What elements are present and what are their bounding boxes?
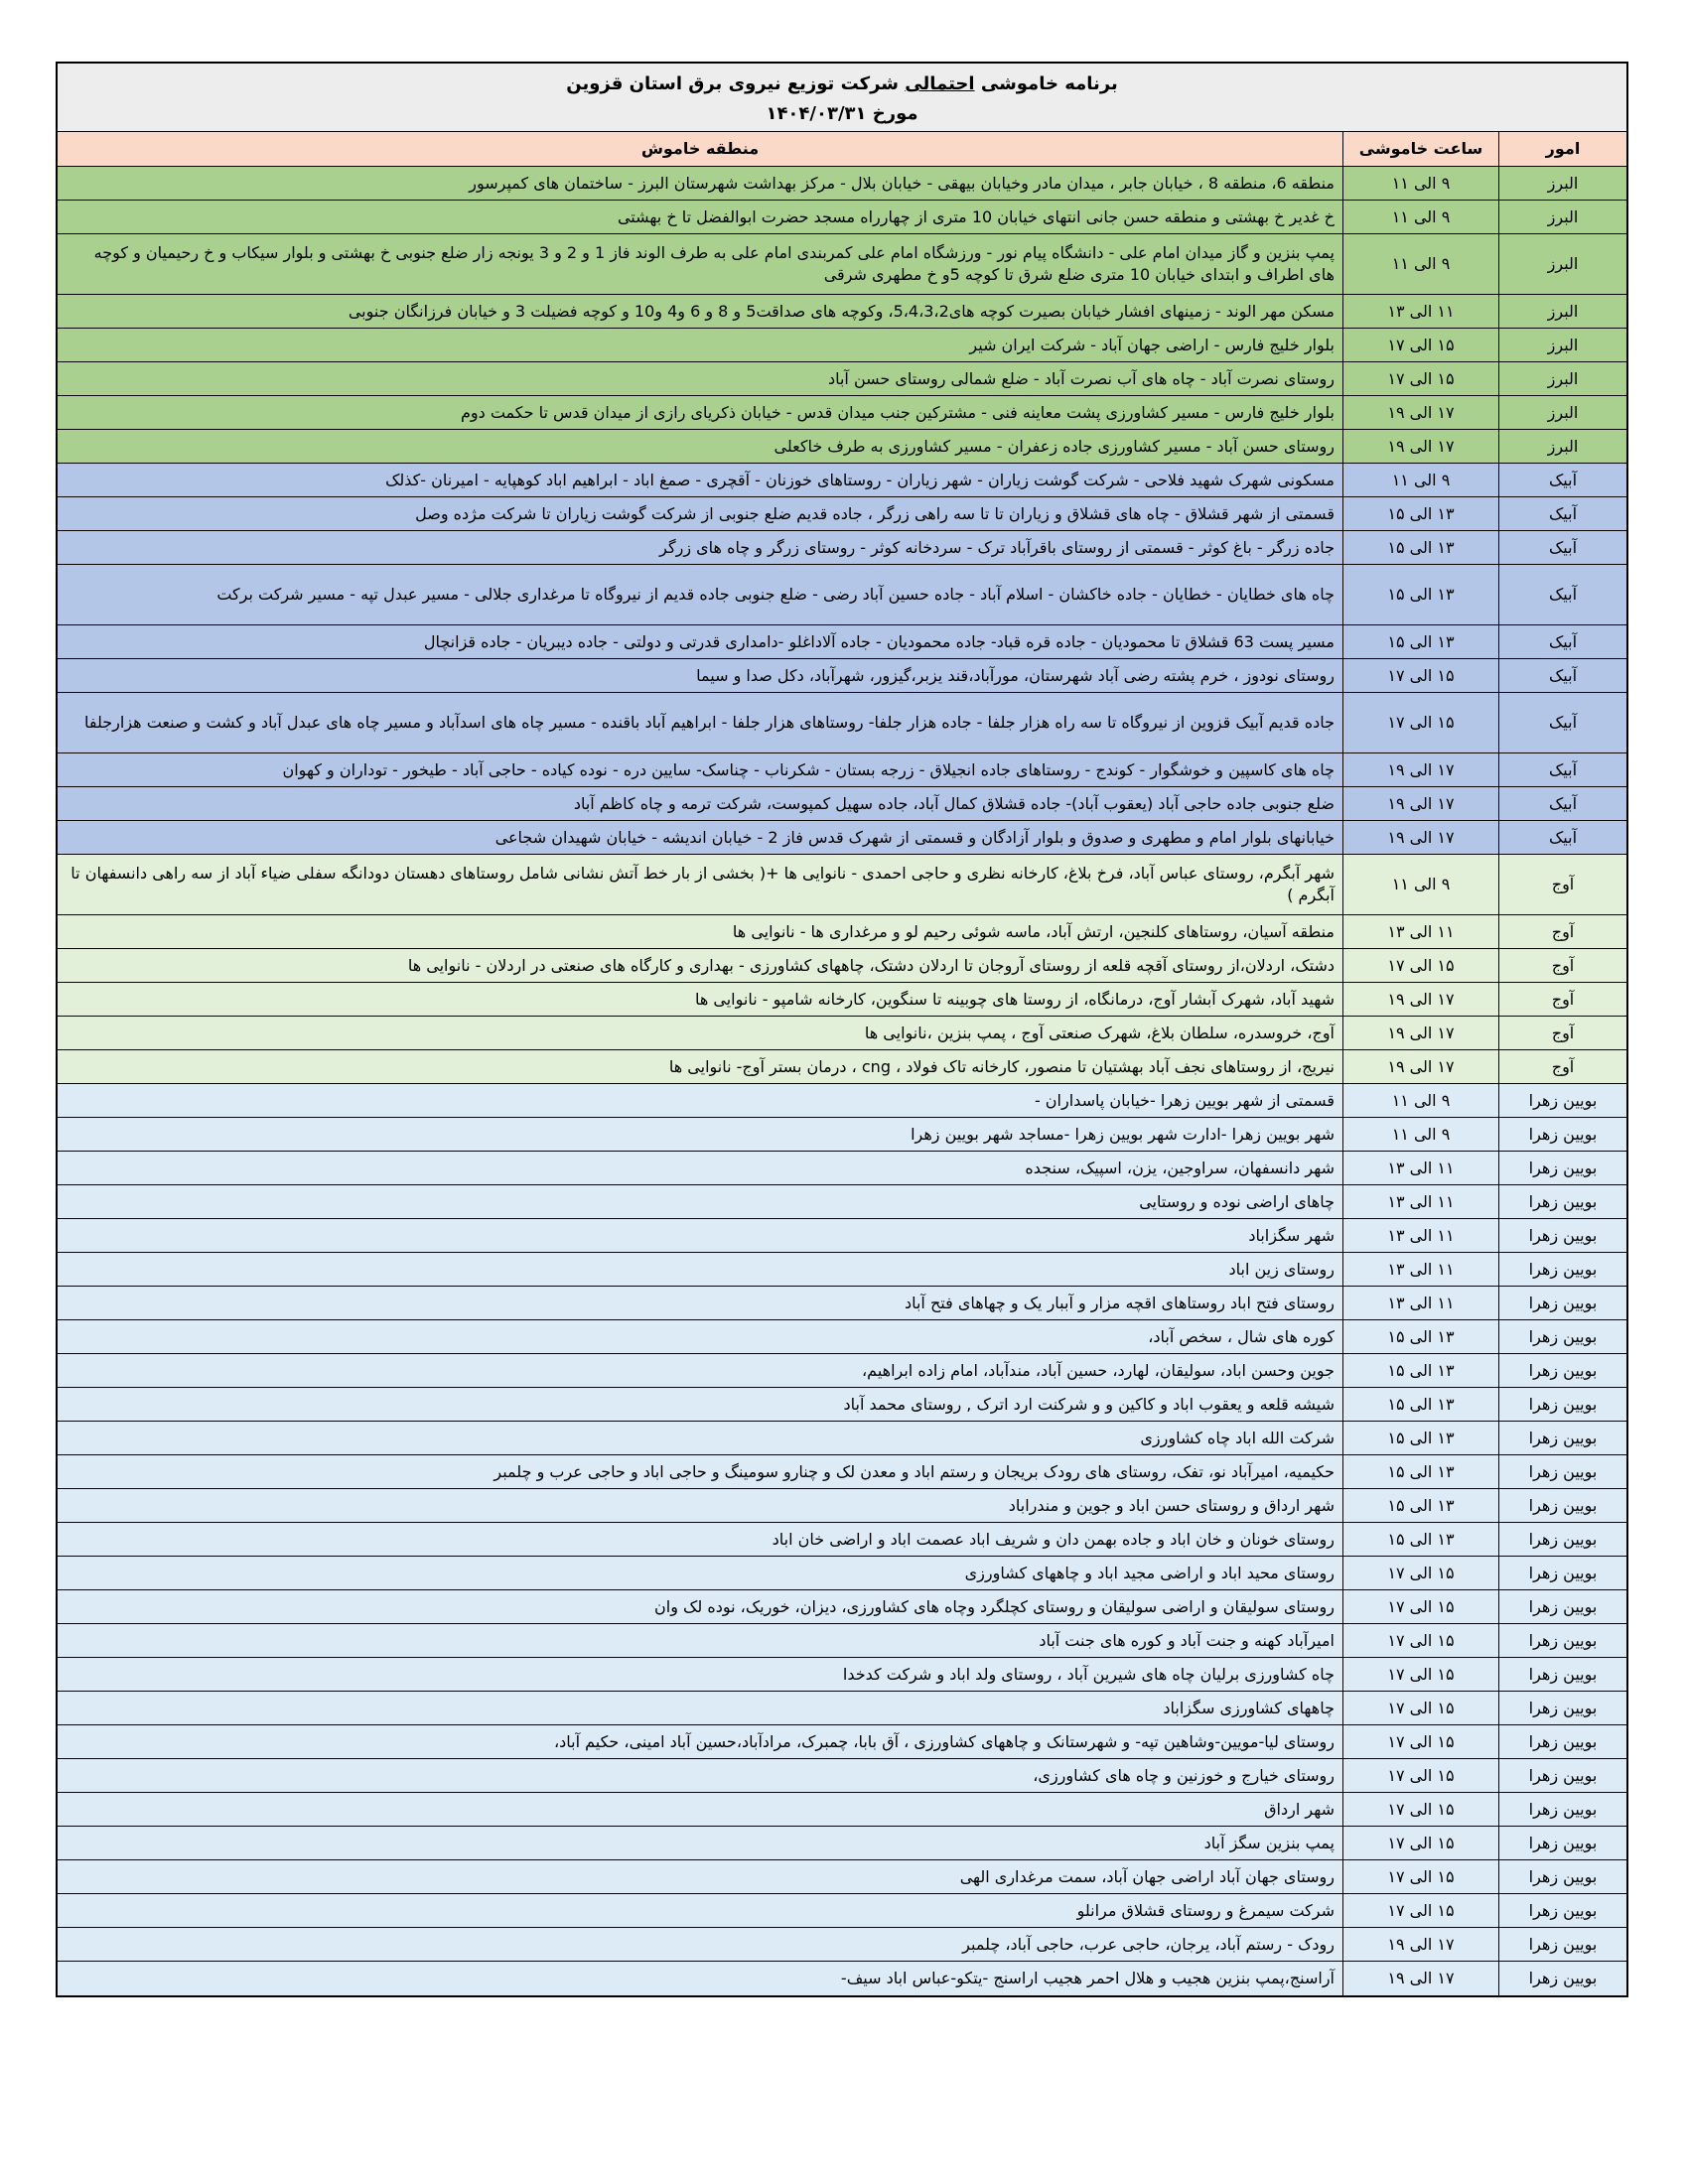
row-time-cell: ۱۷ الی ۱۹ [1343,787,1499,821]
row-time-cell: ۱۳ الی ۱۵ [1343,1320,1499,1354]
table-row [58,1658,1626,1692]
row-area-cell: خ غدیر خ بهشتی و منطقه حسن جانی انتهای خیابان 10 متری از چهارراه مسجد حضرت ابوالفضل تا خ بهشتی [58,201,1343,234]
row-area-cell: جوین وحسن اباد، سولیقان، لهارد، حسین آباد، مندآباد، امام زاده ابراهیم، [58,1354,1343,1388]
row-org-cell: آوج [1499,1017,1627,1050]
blackout-schedule-sheet [56,62,1628,1997]
row-area-cell: منطقه 6، منطقه 8 ، خیابان جابر ، میدان مادر وخیابان بیهقی - خیابان بلال - مرکز بهداشت شهرستان البرز - ساختمان های کمپرسور [58,167,1343,201]
table-row [58,1590,1626,1624]
row-time-cell: ۱۵ الی ۱۷ [1343,1658,1499,1692]
row-org-cell: بویین زهرا [1499,1489,1627,1523]
row-org-cell: بویین زهرا [1499,1523,1627,1557]
table-row [58,1894,1626,1928]
row-org-cell: بویین زهرا [1499,1894,1627,1928]
row-time-cell: ۱۵ الی ۱۷ [1343,1793,1499,1827]
row-time-cell: ۹ الی ۱۱ [1343,201,1499,234]
row-time-cell: ۹ الی ۱۱ [1343,167,1499,201]
table-row [58,234,1626,295]
row-org-cell: البرز [1499,430,1627,464]
row-org-cell: آبیک [1499,531,1627,565]
row-org-cell: بویین زهرا [1499,1624,1627,1658]
row-time-cell: ۱۱ الی ۱۳ [1343,1287,1499,1320]
row-org-cell: بویین زهرا [1499,1692,1627,1725]
row-time-cell: ۱۵ الی ۱۷ [1343,1860,1499,1894]
row-area-cell: شهر ارداق [58,1793,1343,1827]
row-area-cell: پمپ بنزین و گاز میدان امام علی - دانشگاه پیام نور - ورزشگاه امام علی کمربندی امام علی به طرف الوند فاز 1 و 2 و 3 یونجه زار ضلع جنوبی خ بهشتی و بلوار سیکاب و خ رحیمیان و کوچه های اطراف و ابتدای خیابان 10 متری ضلع شرق تا کوچه 5و خ مطهری شرقی [58,234,1343,295]
col-header-area: منطقه خاموش [58,132,1343,167]
row-time-cell: ۱۵ الی ۱۷ [1343,362,1499,396]
row-org-cell: آبیک [1499,497,1627,531]
col-header-org: امور [1499,132,1627,167]
row-area-cell: روستای سولیقان و اراضی سولیقان و روستای کچلگرد وچاه های کشاورزی، دیزان، خوریک، نوده لک وان [58,1590,1343,1624]
table-row [58,1152,1626,1185]
row-org-cell: آبیک [1499,753,1627,787]
row-org-cell: آبیک [1499,625,1627,659]
row-org-cell: بویین زهرا [1499,1388,1627,1422]
row-area-cell: شهر دانسفهان، سراوجین، یزن، اسپیک، سنجده [58,1152,1343,1185]
row-org-cell: بویین زهرا [1499,1287,1627,1320]
row-area-cell: شهید آباد، شهرک آبشار آوج، درمانگاه، از روستا های چوبینه تا سنگوین، کارخانه شامپو - نانوایی ها [58,983,1343,1017]
row-time-cell: ۱۵ الی ۱۷ [1343,1894,1499,1928]
row-time-cell: ۱۱ الی ۱۳ [1343,915,1499,949]
row-time-cell: ۱۳ الی ۱۵ [1343,625,1499,659]
row-org-cell: بویین زهرا [1499,1658,1627,1692]
row-org-cell: بویین زهرا [1499,1962,1627,1995]
table-row [58,1793,1626,1827]
row-org-cell: بویین زهرا [1499,1185,1627,1219]
row-area-cell: رودک - رستم آباد، یرجان، حاجی عرب، حاجی آباد، چلمبر [58,1928,1343,1962]
row-area-cell: مسیر پست 63 قشلاق تا محمودیان - جاده قره قباد- جاده محمودیان - جاده آلاداغلو -دامداری قدرتی و دولتی - جاده دیبریان - جاده قزانچال [58,625,1343,659]
row-time-cell: ۱۳ الی ۱۵ [1343,1354,1499,1388]
row-area-cell: چاه کشاورزی برلیان چاه های شیرین آباد ، روستای ولد اباد و شرکت کدخدا [58,1658,1343,1692]
table-row [58,167,1626,201]
row-org-cell: البرز [1499,362,1627,396]
row-time-cell: ۱۳ الی ۱۵ [1343,1455,1499,1489]
row-org-cell: بویین زهرا [1499,1422,1627,1455]
row-org-cell: بویین زهرا [1499,1725,1627,1759]
row-time-cell: ۱۳ الی ۱۵ [1343,1523,1499,1557]
table-row [58,753,1626,787]
table-row [58,531,1626,565]
row-area-cell: خیابانهای بلوار امام و مطهری و صدوق و بلوار آزادگان و قسمتی از شهرک قدس فاز 2 - خیابان اندیشه - خیابان شهیدان شجاعی [58,821,1343,855]
row-org-cell: بویین زهرا [1499,1152,1627,1185]
row-org-cell: بویین زهرا [1499,1253,1627,1287]
row-org-cell: بویین زهرا [1499,1759,1627,1793]
row-area-cell: حکیمیه، امیرآباد نو، تفک، روستای های رودک بریجان و رستم اباد و معدن لک و چنارو سومینگ و حاجی اباد و حاجی عرب و چلمبر [58,1455,1343,1489]
row-area-cell: ضلع جنوبی جاده حاجی آباد (یعقوب آباد)- جاده قشلاق کمال آباد، جاده سهیل کمپوست، شرکت ترمه و چاه کاظم آباد [58,787,1343,821]
row-time-cell: ۱۷ الی ۱۹ [1343,1017,1499,1050]
row-org-cell: البرز [1499,201,1627,234]
table-row [58,1928,1626,1962]
row-time-cell: ۱۷ الی ۱۹ [1343,1962,1499,1995]
date-line [58,99,1626,129]
table-row [58,1759,1626,1793]
row-org-cell: آبیک [1499,787,1627,821]
table-row [58,362,1626,396]
row-org-cell: آبیک [1499,659,1627,693]
table-row [58,1557,1626,1590]
row-time-cell: ۱۱ الی ۱۳ [1343,1219,1499,1253]
row-time-cell: ۱۵ الی ۱۷ [1343,949,1499,983]
row-area-cell: آراسنج،پمپ بنزین هجیب و هلال احمر هجیب اراسنج -یتکو-عباس اباد سیف- [58,1962,1343,1995]
table-row [58,1827,1626,1860]
table-row [58,1860,1626,1894]
row-time-cell: ۱۵ الی ۱۷ [1343,1557,1499,1590]
row-org-cell: آبیک [1499,821,1627,855]
row-area-cell: دشتک، اردلان،از روستای آقچه قلعه از روستای آروجان تا اردلان دشتک، چاههای کشاورزی - بهداری و کارگاه های صنعتی در اردلان - نانوایی ها [58,949,1343,983]
row-org-cell: آوج [1499,855,1627,915]
table-row [58,201,1626,234]
table-row [58,1692,1626,1725]
row-time-cell: ۱۷ الی ۱۹ [1343,821,1499,855]
row-time-cell: ۱۳ الی ۱۵ [1343,497,1499,531]
row-area-cell: روستای جهان آباد اراضی جهان آباد، سمت مرغداری الهی [58,1860,1343,1894]
title-box [58,64,1626,132]
schedule-table [58,132,1626,1995]
row-time-cell: ۱۳ الی ۱۵ [1343,1489,1499,1523]
row-time-cell: ۱۵ الی ۱۷ [1343,329,1499,362]
row-time-cell: ۱۷ الی ۱۹ [1343,983,1499,1017]
row-time-cell: ۱۷ الی ۱۹ [1343,753,1499,787]
row-org-cell: آوج [1499,949,1627,983]
row-org-cell: البرز [1499,396,1627,430]
row-time-cell: ۱۳ الی ۱۵ [1343,565,1499,625]
row-area-cell: نیریج، از روستاهای نجف آباد بهشتیان تا منصور، کارخانه تاک فولاد ، cng ، درمان بستر آوج- نانوایی ها [58,1050,1343,1084]
row-time-cell: ۹ الی ۱۱ [1343,234,1499,295]
row-area-cell: جاده زرگر - باغ کوثر - قسمتی از روستای باقرآباد ترک - سردخانه کوثر - روستای زرگر و چاه های زرگر [58,531,1343,565]
row-org-cell: بویین زهرا [1499,1590,1627,1624]
row-time-cell: ۱۵ الی ۱۷ [1343,1827,1499,1860]
table-row [58,1219,1626,1253]
row-time-cell: ۹ الی ۱۱ [1343,1084,1499,1118]
row-org-cell: بویین زهرا [1499,1320,1627,1354]
row-area-cell: بلوار خلیج فارس - مسیر کشاورزی پشت معاینه فنی - مشترکین جنب میدان قدس - خیابان ذکریای رازی از میدان قدس تا حکمت دوم [58,396,1343,430]
table-row [58,659,1626,693]
row-time-cell: ۱۷ الی ۱۹ [1343,396,1499,430]
row-time-cell: ۱۱ الی ۱۳ [1343,1253,1499,1287]
row-time-cell: ۱۱ الی ۱۳ [1343,1185,1499,1219]
table-row [58,295,1626,329]
table-row [58,1354,1626,1388]
row-time-cell: ۱۷ الی ۱۹ [1343,1050,1499,1084]
row-org-cell: آبیک [1499,693,1627,753]
table-row [58,1523,1626,1557]
table-row [58,1388,1626,1422]
table-row [58,915,1626,949]
table-row [58,1017,1626,1050]
row-org-cell: بویین زهرا [1499,1928,1627,1962]
row-area-cell: روستای نصرت آباد - چاه های آب نصرت آباد - ضلع شمالی روستای حسن آباد [58,362,1343,396]
table-row [58,396,1626,430]
row-org-cell: البرز [1499,295,1627,329]
table-row [58,430,1626,464]
row-org-cell: بویین زهرا [1499,1455,1627,1489]
row-time-cell: ۱۵ الی ۱۷ [1343,659,1499,693]
row-org-cell: آوج [1499,915,1627,949]
table-row [58,1287,1626,1320]
row-area-cell: روستای محید اباد و اراضی مجید اباد و چاههای کشاورزی [58,1557,1343,1590]
date-value: ۱۴۰۴/۰۳/۳۱ [766,103,867,124]
table-row [58,1624,1626,1658]
table-header-row [58,132,1626,167]
table-row [58,949,1626,983]
row-area-cell: شرکت الله اباد چاه کشاورزی [58,1422,1343,1455]
row-org-cell: آبیک [1499,464,1627,497]
row-time-cell: ۱۳ الی ۱۵ [1343,1388,1499,1422]
table-row [58,1962,1626,1995]
row-area-cell: شرکت سیمرغ و روستای قشلاق مرانلو [58,1894,1343,1928]
row-time-cell: ۱۱ الی ۱۳ [1343,1152,1499,1185]
table-row [58,1320,1626,1354]
row-area-cell: کوره های شال ، سخص آباد، [58,1320,1343,1354]
title-emphasis: احتمالی [905,73,975,94]
table-row [58,1489,1626,1523]
row-area-cell: روستای حسن آباد - مسیر کشاورزی جاده زعفران - مسیر کشاورزی به طرف خاکعلی [58,430,1343,464]
row-time-cell: ۱۵ الی ۱۷ [1343,1692,1499,1725]
table-row [58,1253,1626,1287]
row-area-cell: قسمتی از شهر بویین زهرا -خیابان پاسداران - [58,1084,1343,1118]
row-area-cell: منطقه آسیان، روستاهای کلنجین، ارتش آباد، ماسه شوئی رحیم لو و مرغداری ها - نانوایی ها [58,915,1343,949]
row-area-cell: پمپ بنزین سگز آباد [58,1827,1343,1860]
row-area-cell: شهر سگزاباد [58,1219,1343,1253]
table-row [58,821,1626,855]
table-row [58,565,1626,625]
table-row [58,497,1626,531]
row-time-cell: ۱۳ الی ۱۵ [1343,1422,1499,1455]
page-title: برنامه خاموشی احتمالی شرکت توزیع نیروی برق استان قزوین [566,73,1118,94]
row-area-cell: بلوار خلیج فارس - اراضی جهان آباد - شرکت ایران شیر [58,329,1343,362]
row-time-cell: ۱۳ الی ۱۵ [1343,531,1499,565]
row-area-cell: روستای خونان و خان اباد و جاده بهمن دان و شریف اباد عصمت اباد و اراضی خان اباد [58,1523,1343,1557]
row-area-cell: جاده قدیم آبیک قزوین از نیروگاه تا سه راه هزار جلفا - جاده هزار جلفا- روستاهای هزار جلفا - ابراهیم آباد باقنده - مسیر چاه های اسدآباد و مسیر چاه های عبدل آباد و کشت و صنعت هزارجلفا [58,693,1343,753]
date-label: مورخ [872,103,918,124]
row-area-cell: چاههای کشاورزی سگزاباد [58,1692,1343,1725]
table-body [58,167,1626,1995]
row-time-cell: ۹ الی ۱۱ [1343,464,1499,497]
row-time-cell: ۱۱ الی ۱۳ [1343,295,1499,329]
table-row [58,625,1626,659]
table-row [58,855,1626,915]
table-row [58,329,1626,362]
row-area-cell: روستای خیارج و خوزنین و چاه های کشاورزی، [58,1759,1343,1793]
row-time-cell: ۱۷ الی ۱۹ [1343,1928,1499,1962]
row-org-cell: بویین زهرا [1499,1118,1627,1152]
row-time-cell: ۱۵ الی ۱۷ [1343,1624,1499,1658]
col-header-time: ساعت خاموشی [1343,132,1499,167]
table-row [58,1050,1626,1084]
row-org-cell: آبیک [1499,565,1627,625]
row-area-cell: شهر آبگرم، روستای عباس آباد، فرخ بلاغ، کارخانه نظری و حاجی احمدی - نانوایی ها +( بخشی از بار خط آتش نشانی شامل روستاهای دهستان دودانگه سفلی ضیاء آباد از سه راهی دانسفهان تا آبگرم ) [58,855,1343,915]
row-area-cell: مسکن مهر الوند - زمینهای افشار خیابان بصیرت کوچه های5،4،3،2، وکوچه های صداقت5 و 8 و 6 و4 و10 و کوچه فضیلت 3 و خیابان فرزانگان جنوبی [58,295,1343,329]
row-time-cell: ۱۵ الی ۱۷ [1343,1725,1499,1759]
row-org-cell: بویین زهرا [1499,1860,1627,1894]
row-org-cell: آوج [1499,1050,1627,1084]
row-area-cell: امیرآباد کهنه و جنت آباد و کوره های جنت آباد [58,1624,1343,1658]
row-org-cell: بویین زهرا [1499,1354,1627,1388]
row-org-cell: بویین زهرا [1499,1219,1627,1253]
table-row [58,1084,1626,1118]
table-row [58,1455,1626,1489]
row-org-cell: بویین زهرا [1499,1557,1627,1590]
table-row [58,1422,1626,1455]
row-area-cell: آوج، خروسدره، سلطان بلاغ، شهرک صنعتی آوج ، پمپ بنزین ،نانوایی ها [58,1017,1343,1050]
row-area-cell: روستای فتح اباد روستاهای اقچه مزار و آببار یک و چهاهای فتح آباد [58,1287,1343,1320]
row-org-cell: البرز [1499,329,1627,362]
table-row [58,983,1626,1017]
row-org-cell: بویین زهرا [1499,1827,1627,1860]
row-org-cell: بویین زهرا [1499,1084,1627,1118]
row-area-cell: شیشه قلعه و یعقوب اباد و کاکین و و شرکنت ارد اترک , روستای محمد آباد [58,1388,1343,1422]
row-area-cell: شهر بویین زهرا -ادارت شهر بویین زهرا -مساجد شهر بویین زهرا [58,1118,1343,1152]
row-org-cell: البرز [1499,234,1627,295]
row-area-cell: شهر ارداق و روستای حسن اباد و جوین و مندراباد [58,1489,1343,1523]
row-org-cell: بویین زهرا [1499,1793,1627,1827]
row-area-cell: چاهای اراضی نوده و روستایی [58,1185,1343,1219]
row-area-cell: روستای لیا-مویین-وشاهین تپه- و شهرستانک و چاههای کشاورزی ، آق بابا، چمبرک، مرادآباد،حسین آباد امینی، حکیم آباد، [58,1725,1343,1759]
table-row [58,1118,1626,1152]
row-area-cell: چاه های کاسپین و خوشگوار - کوندج - روستاهای جاده انجیلاق - زرجه بستان - شکرناب - چناسک- سایین دره - نوده کیاده - حاجی آباد - طیخور - توداران و کهوان [58,753,1343,787]
table-row [58,1725,1626,1759]
row-area-cell: روستای نودوز ، خرم پشته رضی آباد شهرستان، مورآباد،قند یزبر،گیزور، شهرآباد، دکل صدا و سیما [58,659,1343,693]
row-time-cell: ۹ الی ۱۱ [1343,855,1499,915]
row-time-cell: ۱۵ الی ۱۷ [1343,1759,1499,1793]
table-row [58,1185,1626,1219]
table-row [58,693,1626,753]
table-row [58,787,1626,821]
row-org-cell: آوج [1499,983,1627,1017]
row-area-cell: چاه های خطایان - خطایان - جاده خاکشان - اسلام آباد - جاده حسین آباد رضی - ضلع جنوبی جاده قدیم از نیروگاه تا مرغداری جلالی - مسیر عبدل تپه - مسیر شرکت برکت [58,565,1343,625]
row-area-cell: مسکونی شهرک شهید فلاحی - شرکت گوشت زیاران - شهر زیاران - روستاهای خوزنان - آقچری - صمغ اباد - ابراهیم اباد کوهپایه - امیرنان -کذلک [58,464,1343,497]
row-time-cell: ۱۵ الی ۱۷ [1343,693,1499,753]
table-row [58,464,1626,497]
row-time-cell: ۱۵ الی ۱۷ [1343,1590,1499,1624]
row-area-cell: روستای زین اباد [58,1253,1343,1287]
row-time-cell: ۱۷ الی ۱۹ [1343,430,1499,464]
row-time-cell: ۹ الی ۱۱ [1343,1118,1499,1152]
row-area-cell: قسمتی از شهر قشلاق - چاه های قشلاق و زیاران تا تا سه راهی زرگر ، جاده قدیم ضلع جنوبی از شرکت گوشت زیاران تا شرکت مژده وصل [58,497,1343,531]
row-org-cell: البرز [1499,167,1627,201]
